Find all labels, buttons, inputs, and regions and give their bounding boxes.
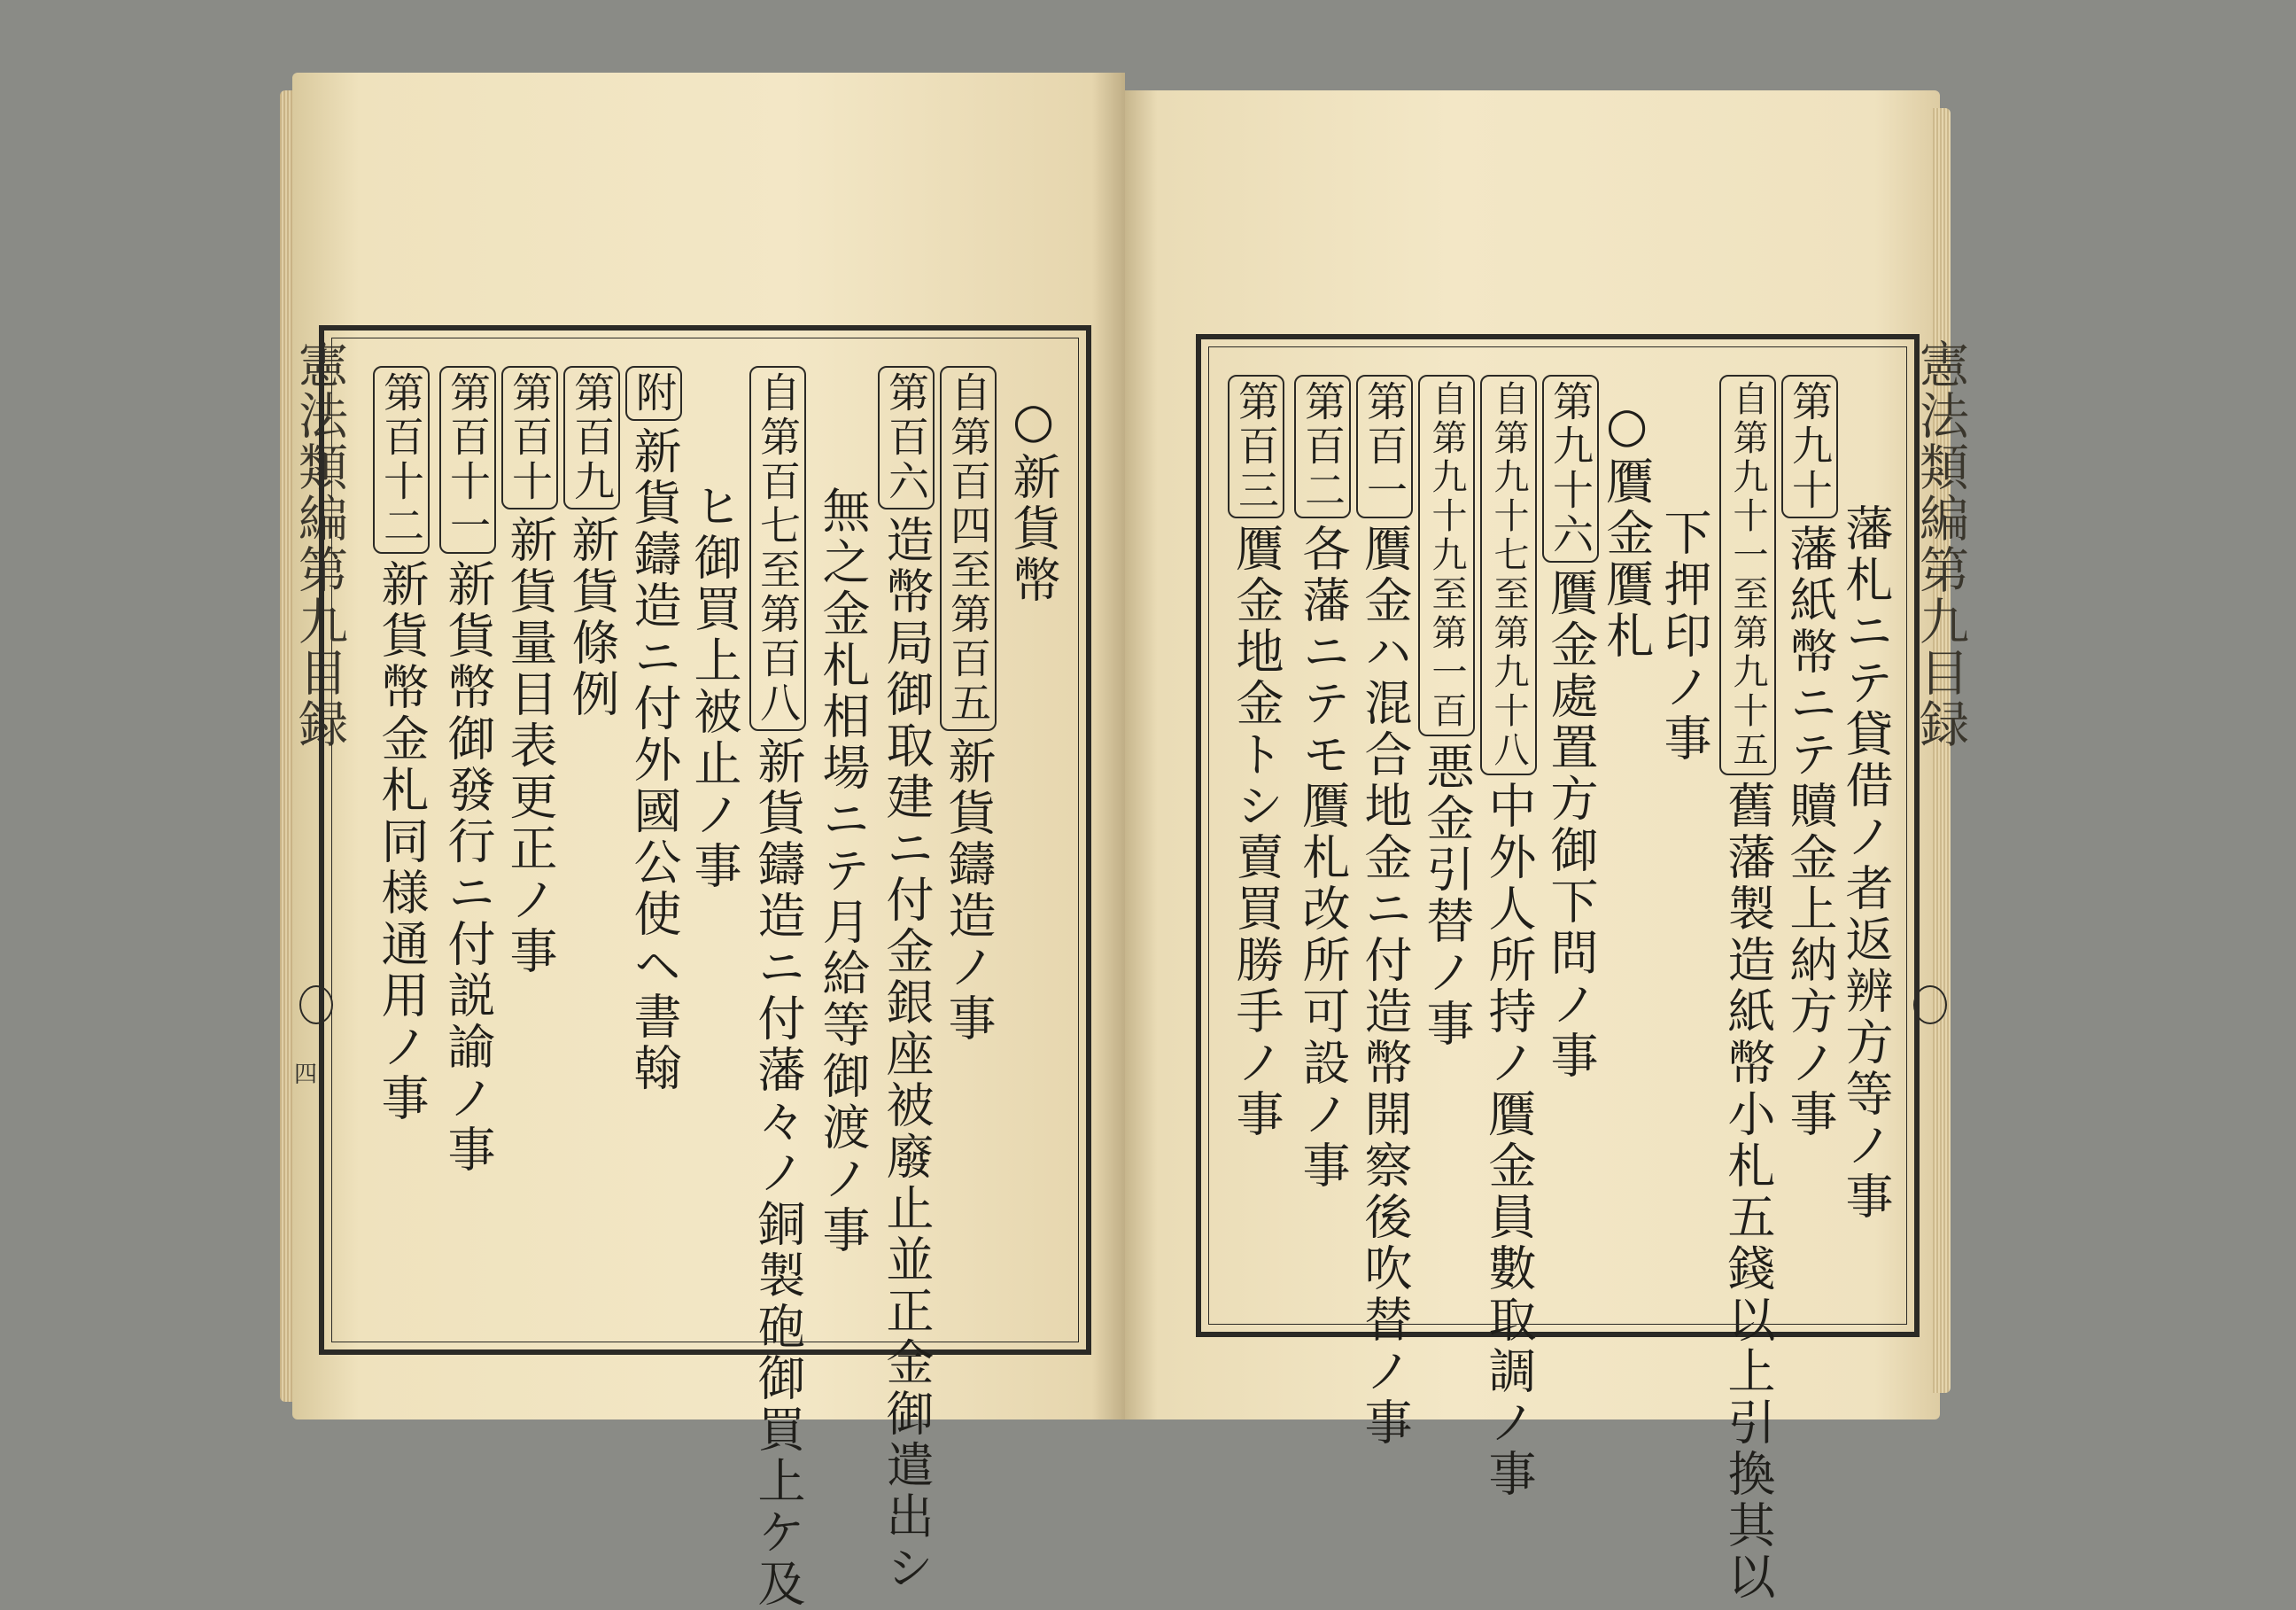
- right-gutter-title: 憲法類編第九目録: [1912, 338, 1969, 750]
- entry-text-continued: ヒ御買上被止ノ事: [686, 481, 742, 892]
- entry-number: 第百十一: [439, 366, 496, 554]
- left-col-4: [816, 486, 869, 1256]
- entry-number: 自第百七至第百八: [749, 366, 806, 731]
- entry-text-continued: 藩札ニテ貸借ノ者返辨方等ノ事: [1838, 503, 1894, 1223]
- right-col-5: [1600, 397, 1653, 662]
- left-col-10: [439, 366, 496, 1176]
- entry-text: 新貨量目表更正ノ事: [502, 515, 558, 977]
- right-col-9: [1356, 375, 1413, 1449]
- entry-text-continued: 下押印ノ事: [1656, 508, 1712, 765]
- right-text-frame: [1196, 334, 1920, 1603]
- entry-number: 自第九十九至第一百: [1418, 375, 1475, 736]
- left-col-11: [373, 366, 430, 1124]
- entry-number: 第百十: [501, 366, 558, 509]
- entry-text-continued: 無之金札相場ニテ月給等御渡ノ事: [815, 486, 871, 1256]
- right-col-8: [1418, 375, 1475, 1050]
- entry-text: 新貨鑄造ニ付外國公使ヘ書翰: [626, 426, 682, 1094]
- right-col-7: [1480, 375, 1537, 1500]
- entry-number: 第百一: [1356, 375, 1413, 518]
- page-edges-right: [1933, 108, 1951, 1393]
- entry-number: 第九十六: [1542, 375, 1599, 563]
- right-col-10: [1294, 375, 1351, 1192]
- entry-number: 第九十: [1781, 375, 1838, 518]
- entry-text: 新貨鑄造ノ事: [941, 736, 997, 1045]
- left-col-3: [878, 366, 935, 1594]
- right-col-2: [1781, 375, 1838, 1140]
- entry-text: 造幣局御取建ニ付金銀座被廢止並正金御遣出シ: [879, 515, 935, 1594]
- right-col-3: [1719, 375, 1776, 1603]
- entry-text: 贋金處置方御下問ノ事: [1543, 568, 1599, 1082]
- entry-number: 第百九: [563, 366, 620, 509]
- entry-text: 新貨條例: [564, 515, 620, 720]
- section-title: ○贋金贋札: [1599, 397, 1655, 662]
- entry-number: 第百十二: [373, 366, 430, 554]
- entry-number: 自第九十一至第九十五: [1719, 375, 1776, 775]
- entry-number: 自第九十七至第九十八: [1480, 375, 1537, 775]
- entry-text: 悪金引替ノ事: [1419, 742, 1475, 1050]
- left-col-2: [940, 366, 997, 1045]
- left-col-8: [563, 366, 620, 720]
- entry-number: 附: [625, 366, 682, 421]
- left-gutter-title: 憲法類編第九目録: [291, 338, 348, 750]
- left-col-9: [501, 366, 558, 977]
- right-col-1: [1839, 503, 1892, 1223]
- right-col-11: [1228, 375, 1284, 1140]
- entry-text: 舊藩製造紙幣小札五錢以上引換其以: [1720, 781, 1776, 1603]
- section-title: ○新貨幣: [1005, 393, 1061, 606]
- left-col-7: [625, 366, 682, 1094]
- open-book: [291, 73, 1969, 1610]
- left-col-6: [687, 481, 741, 892]
- entry-number: 自第百四至第百五: [940, 366, 997, 731]
- entry-number: 第百二: [1294, 375, 1351, 518]
- right-col-4: [1657, 508, 1710, 765]
- left-text-frame: [319, 325, 1091, 1610]
- entry-text: 藩紙幣ニテ贖金上納方ノ事: [1782, 524, 1838, 1140]
- entry-text: 中外人所持ノ贋金員數取調ノ事: [1481, 781, 1537, 1500]
- entry-number: 第百六: [878, 366, 935, 509]
- left-col-5: [749, 366, 806, 1610]
- entry-text: 新貨幣御發行ニ付説諭ノ事: [440, 559, 496, 1176]
- entry-text: 贋金地金トシ賣買勝手ノ事: [1229, 524, 1284, 1140]
- entry-text: 各藩ニテモ贋札改所可設ノ事: [1295, 524, 1351, 1192]
- right-col-6: [1542, 375, 1599, 1082]
- entry-number: 第百三: [1228, 375, 1284, 518]
- entry-text: 贋金ハ混合地金ニ付造幣開察後吹替ノ事: [1357, 524, 1413, 1449]
- entry-text: 新貨鑄造ニ付藩々ノ銅製砲御買上ケ及: [750, 736, 806, 1610]
- left-col-1: [1006, 393, 1059, 606]
- folio-number: 四: [294, 1062, 318, 1088]
- entry-text: 新貨幣金札同様通用ノ事: [374, 559, 430, 1124]
